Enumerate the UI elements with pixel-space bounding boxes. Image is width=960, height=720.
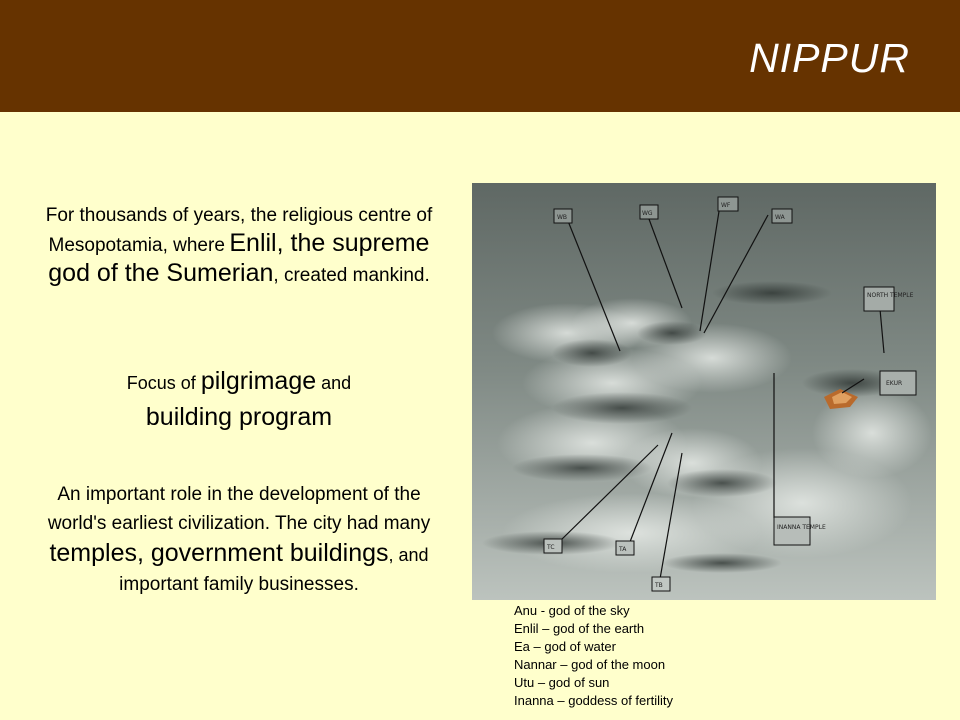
para1-enlil-emphasis: Enlil, the supreme god of the Sumerian [48, 229, 430, 287]
paragraph-pilgrimage [38, 365, 440, 437]
para3-tail: important family businesses. [119, 574, 359, 595]
para2-building-program: building program [145, 403, 333, 431]
label-ta: TA [619, 546, 627, 553]
gods-legend [514, 602, 673, 710]
label-wf: WF [721, 202, 731, 209]
title-bar [0, 0, 960, 112]
label-inanna-temple: INANNA TEMPLE [777, 524, 826, 531]
paragraph-religious-centre [38, 203, 440, 290]
para1-intro: For thousands of years, the religious centre of Mesopotamia, where [45, 205, 433, 256]
label-tc: TC [547, 544, 555, 551]
para1-tail: , created mankind. [273, 265, 430, 286]
legend-item-ea: Ea – god of water [514, 639, 616, 654]
relief-model-illustration [472, 183, 936, 600]
para3-mid: , and [388, 545, 429, 565]
nippur-relief-model-photo [472, 183, 936, 600]
legend-item-nannar: Nannar – god of the moon [514, 657, 666, 672]
legend-item-utu: Utu – god of sun [514, 675, 610, 690]
label-north-temple: NORTH TEMPLE [867, 292, 914, 299]
para2-pre: Focus of [126, 373, 201, 393]
slide-title: NIPPUR [749, 35, 910, 81]
label-ekur: EKUR [886, 380, 903, 387]
legend-item-inanna: Inanna – goddess of fertility [514, 693, 673, 708]
label-wg: WG [642, 210, 653, 217]
legend-item-enlil: Enlil – god of the earth [514, 621, 645, 636]
para2-mid: and [316, 373, 352, 393]
legend-item-anu: Anu - god of the sky [514, 603, 630, 618]
label-wb: WB [557, 214, 568, 221]
label-wa: WA [775, 214, 785, 221]
para3-temples-emphasis: temples, government buildings [49, 539, 389, 567]
para2-pilgrimage: pilgrimage [200, 367, 317, 395]
para3-intro: An important role in the development of the world's earliest civilization. The city had many [47, 484, 431, 534]
paragraph-civilization [38, 481, 440, 600]
label-tb: TB [655, 582, 663, 589]
